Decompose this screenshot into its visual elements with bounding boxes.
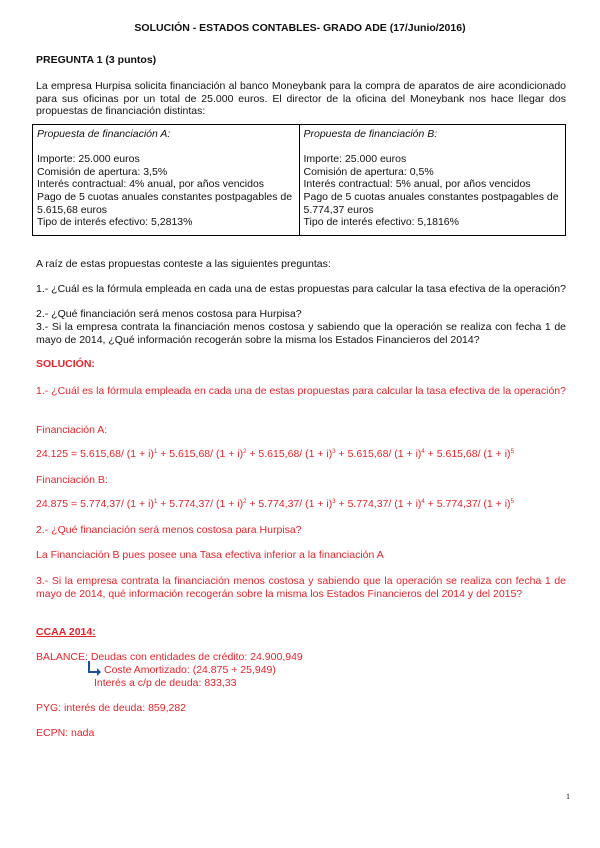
solution-q1: 1.- ¿Cuál es la fórmula empleada en cada una de estas propuestas para calcular la tasa efectiva de la operación? xyxy=(36,385,566,397)
question-3: 3.- Si la empresa contrata la financiación menos costosa y sabiendo que la operación se realiza con fecha 1 de mayo de 2014, ¿Qué información recogerán sobre la misma los Estados Financieros del 2014? xyxy=(36,321,566,346)
proposal-b-line: Pago de 5 cuotas anuales constantes postpagables de 5.774,37 euros xyxy=(303,190,559,216)
financing-a-label: Financiación A: xyxy=(36,424,108,436)
interes-cp: Interés a c/p de deuda: 833,33 xyxy=(94,677,237,689)
question-2: 2.- ¿Qué financiación será menos costosa para Hurpisa? xyxy=(36,308,302,320)
solution-heading: SOLUCIÓN: xyxy=(36,358,95,370)
solution-q2: 2.- ¿Qué financiación será menos costosa para Hurpisa? xyxy=(36,524,302,536)
financing-b-formula: 24.875 = 5.774,37/ $(1 + i)^1 + 5.774,37/$ $(1 + i)^2 + 5.774,37/$ $(1 + i)^3 + 5.774,37/$ $(1 + i)^4 + 5.774,37/$ $(1 + i)^5$ xyxy=(36,498,514,510)
ecpn-line: ECPN: nada xyxy=(36,727,95,739)
proposal-a-line: Comisión de apertura: 3,5% xyxy=(37,165,168,178)
page-number: 1 xyxy=(566,792,570,801)
proposal-a-line: Tipo de interés efectivo: 5,2813% xyxy=(37,216,193,229)
arrow-down-right-icon xyxy=(87,661,103,677)
proposal-a-line: Importe: 25.000 euros xyxy=(37,153,140,166)
proposal-a-line: Interés contractual: 4% anual, por años vencidos xyxy=(37,178,265,191)
pyg-line: PYG: interés de deuda: 859,282 xyxy=(36,702,187,714)
intro-paragraph: La empresa Hurpisa solicita financiación al banco Moneybank para la compra de aparatos de aire acondicionado para sus oficinas por un total de 25.000 euros. El director de la oficina del Moneybank nos hace llegar dos propuestas de financiación distintas: xyxy=(36,80,566,118)
ccaa-heading: CCAA 2014: xyxy=(36,626,96,638)
balance-line: BALANCE: Deudas con entidades de crédito: 24.900,949 xyxy=(36,651,303,663)
proposal-b-line: Interés contractual: 5% anual, por años vencidos xyxy=(303,178,531,191)
solution-q3: 3.- Si la empresa contrata la financiación menos costosa y sabiendo que la operación se realiza con fecha 1 de mayo de 2014, qué información recogerán sobre la misma los Estados Financieros del 2014 y del 2015? xyxy=(36,575,566,600)
coste-amortizado: Coste Amortizado: (24.875 + 25,949) xyxy=(104,664,276,676)
proposal-a-title: Propuesta de financiación A: xyxy=(37,128,171,140)
question-1: 1.- ¿Cuál es la fórmula empleada en cada una de estas propuestas para calcular la tasa efectiva de la operación? xyxy=(36,283,566,295)
question-heading: PREGUNTA 1 (3 puntos) xyxy=(36,54,157,66)
proposals-table xyxy=(32,124,566,236)
proposal-b-title: Propuesta de financiación B: xyxy=(303,128,438,140)
proposal-b-line: Comisión de apertura: 0,5% xyxy=(303,165,434,178)
document-title: SOLUCIÓN - ESTADOS CONTABLES- GRADO ADE (17/Junio/2016) xyxy=(134,22,466,34)
proposal-a-line: Pago de 5 cuotas anuales constantes postpagables de 5.615,68 euros xyxy=(37,190,293,216)
proposal-b xyxy=(299,125,566,235)
financing-a-formula: 24.125 = 5.615,68/ $(1 + i)^1 + 5.615,68/$ $(1 + i)^2 + 5.615,68/$ $(1 + i)^3 + 5.615,68/$ $(1 + i)^4 + 5.615,68/$ $(1 + i)^5$ xyxy=(36,448,514,460)
financing-b-label: Financiación B: xyxy=(36,474,108,486)
proposal-b-line: Importe: 25.000 euros xyxy=(303,153,407,166)
solution-a2: La Financiación B pues posee una Tasa efectiva inferior a la financiación A xyxy=(36,549,384,561)
proposal-a xyxy=(33,125,299,235)
prompt-text: A raíz de estas propuestas conteste a las siguientes preguntas: xyxy=(36,258,331,270)
proposal-b-line: Tipo de interés efectivo: 5,1816% xyxy=(303,216,459,229)
